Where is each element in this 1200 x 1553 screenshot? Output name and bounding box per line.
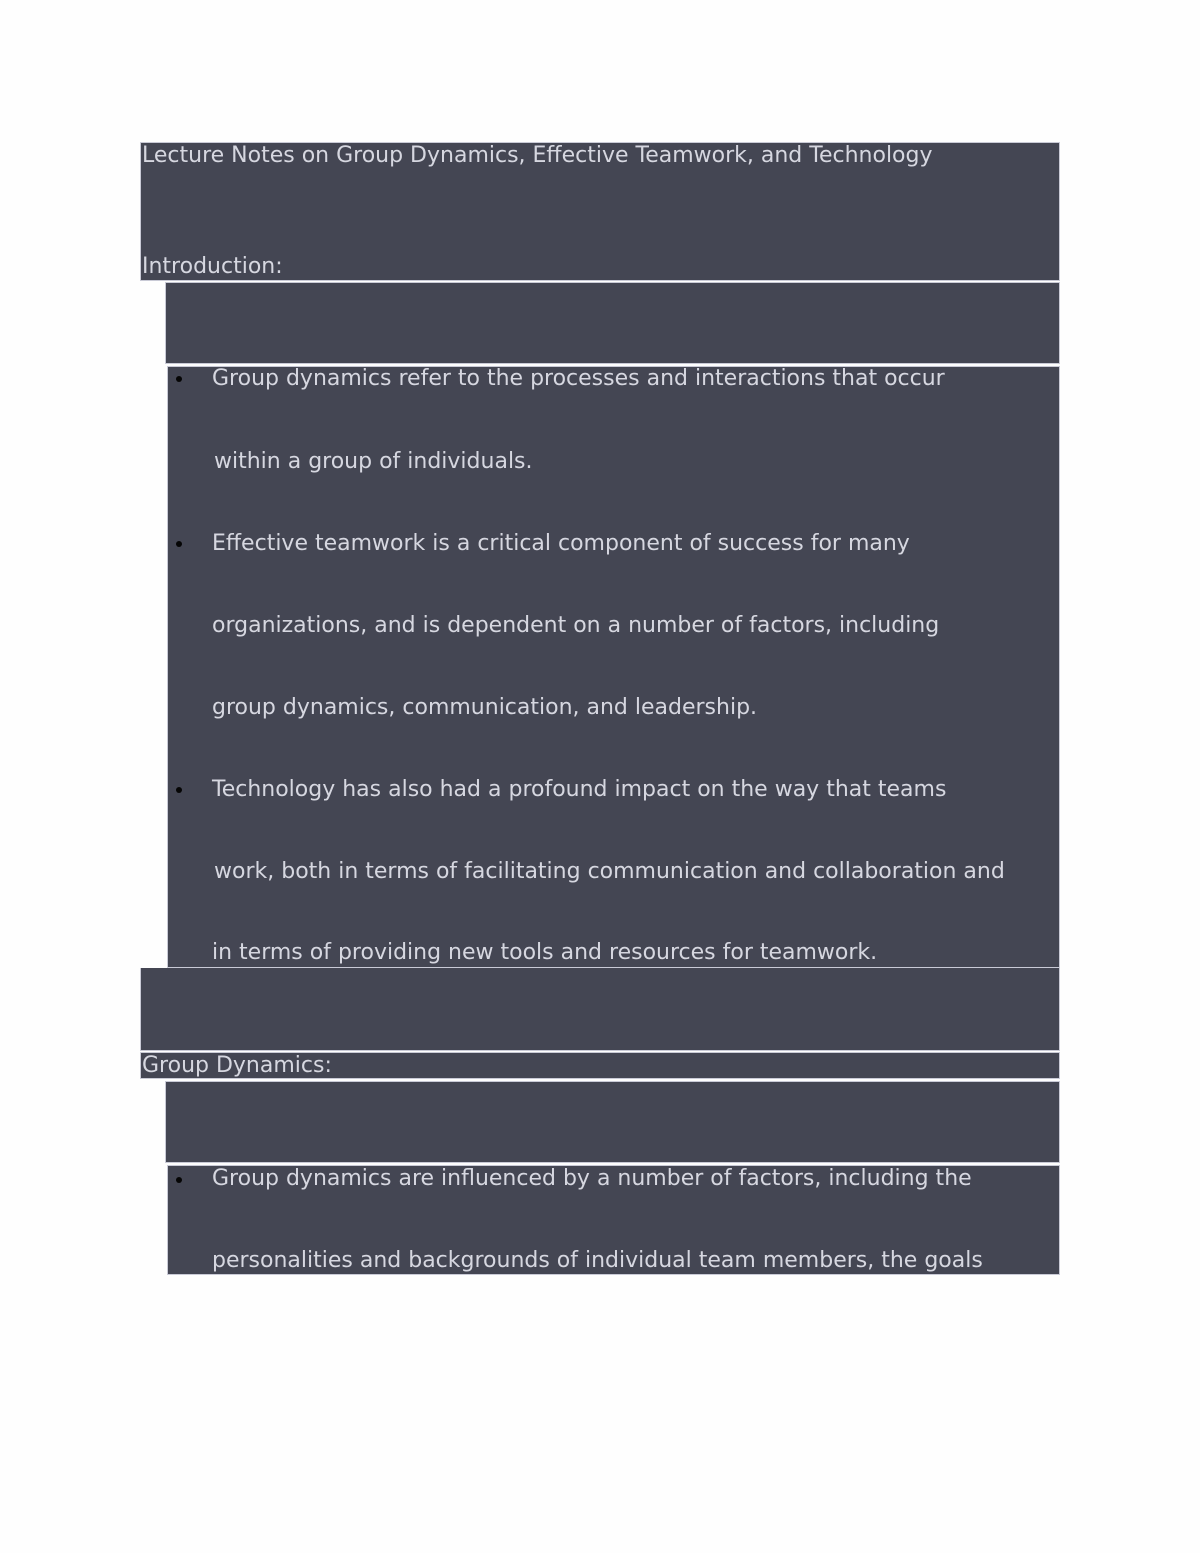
list-item-line: personalities and backgrounds of individual team members, the goals bbox=[212, 1248, 983, 1273]
list-item-line: Technology has also had a profound impact on the way that teams bbox=[212, 777, 947, 802]
list-item-line: Group dynamics refer to the processes and interactions that occur bbox=[212, 366, 945, 391]
list-item-line: within a group of individuals. bbox=[214, 449, 533, 474]
list-item-line: work, both in terms of facilitating communication and collaboration and bbox=[214, 859, 1005, 884]
bullet-marker-icon bbox=[176, 787, 182, 793]
spacer-block bbox=[140, 968, 1060, 1051]
spacer-block bbox=[165, 1081, 1060, 1163]
section-heading-introduction: Introduction: bbox=[142, 254, 283, 279]
list-item-line: Effective teamwork is a critical component of success for many bbox=[212, 531, 910, 556]
list-item-line: in terms of providing new tools and resources for teamwork. bbox=[212, 940, 878, 965]
list-item-line: Group dynamics are influenced by a number of factors, including the bbox=[212, 1166, 972, 1191]
list-item-line: group dynamics, communication, and leadership. bbox=[212, 695, 758, 720]
list-item-line: organizations, and is dependent on a number of factors, including bbox=[212, 613, 940, 638]
document-title: Lecture Notes on Group Dynamics, Effective Teamwork, and Technology bbox=[142, 143, 933, 168]
bullet-marker-icon bbox=[176, 376, 182, 382]
bullet-marker-icon bbox=[176, 541, 182, 547]
section-heading-group-dynamics: Group Dynamics: bbox=[142, 1053, 332, 1078]
spacer-block bbox=[165, 282, 1060, 364]
bullet-marker-icon bbox=[176, 1177, 182, 1183]
